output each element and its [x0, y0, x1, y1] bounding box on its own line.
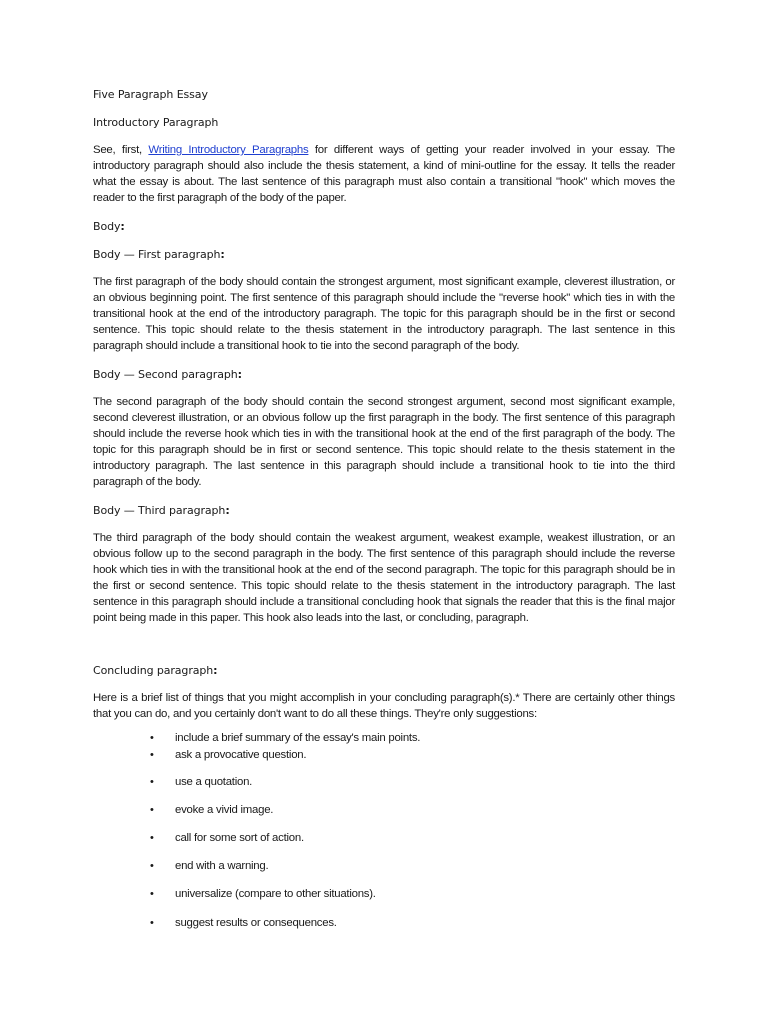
concluding-paragraph: Here is a brief list of things that you might accomplish in your concluding paragraph(s).* There are certainly other things that you can do, and you certainly don't want to do all these things. They're only suggestions: — [93, 692, 675, 720]
list-item: • use a quotation. — [150, 776, 253, 788]
suggestions-list — [93, 730, 675, 931]
concluding-heading: Concluding paragraph: — [93, 664, 218, 677]
list-item: • suggest results or consequences. — [150, 917, 337, 929]
writing-intro-paragraphs-link[interactable]: Writing Introductory Paragraphs — [148, 144, 309, 156]
list-item: • ask a provocative question. — [150, 749, 307, 761]
bullet-icon: • — [150, 732, 154, 744]
body-second-heading: Body — Second paragraph: — [93, 368, 242, 381]
bullet-icon: • — [150, 860, 154, 872]
bullet-icon: • — [150, 888, 154, 900]
bullet-icon: • — [150, 804, 154, 816]
document-title: Five Paragraph Essay — [93, 88, 208, 101]
list-item: • call for some sort of action. — [150, 832, 304, 844]
body-first-paragraph: The first paragraph of the body should contain the strongest argument, most significant example, cleverest illustration, or an obvious beginning point. The first sentence of this paragraph should include the "reverse hook" which ties in with the transitional hook at the end of the introductory paragraph. The topic for this paragraph should be in the first or second sentence. This topic should relate to the thesis statement in the introductory paragraph. The last sentence in this paragraph should include a transitional hook to tie into the second paragraph of the body. — [93, 276, 675, 352]
list-item: • include a brief summary of the essay's main points. — [150, 732, 421, 744]
bullet-icon: • — [150, 917, 154, 929]
body-heading: Body: — [93, 220, 125, 233]
list-item: • universalize (compare to other situations). — [150, 888, 376, 900]
body-second-paragraph: The second paragraph of the body should contain the second strongest argument, second most significant example, second cleverest illustration, or an obvious follow up the first paragraph in the body. The first sentence of this paragraph should include the reverse hook which ties in with the transitional hook at the end of the first paragraph of the body. The topic for this paragraph should be in first or second sentence. This topic should relate to the thesis statement in the introductory paragraph. The last sentence in this paragraph should include a transitional hook to tie into the third paragraph of the body. — [93, 396, 675, 488]
intro-heading: Introductory Paragraph — [93, 116, 219, 129]
list-item: • end with a warning. — [150, 860, 269, 872]
bullet-icon: • — [150, 749, 154, 761]
body-third-paragraph: The third paragraph of the body should contain the weakest argument, weakest example, weakest illustration, or an obvious follow up to the second paragraph in the body. The first sentence of this paragraph should include the reverse hook which ties in with the transitional hook at the end of the second paragraph. The topic for this paragraph should be in the first or second sentence. This topic should relate to the thesis statement in the introductory paragraph. The last sentence in this paragraph should include a transitional concluding hook that signals the reader that this is the final major point being made in this paper. This hook also leads into the last, or concluding, paragraph. — [93, 532, 675, 624]
document-page — [93, 86, 675, 931]
bullet-icon: • — [150, 832, 154, 844]
list-item: • evoke a vivid image. — [150, 804, 274, 816]
body-third-heading: Body — Third paragraph: — [93, 504, 230, 517]
intro-paragraph: See, first, Writing Introductory Paragraphs for different ways of getting your reader involved in your essay. The introductory paragraph should also include the thesis statement, a kind of mini-outline for the essay. It tells the reader what the essay is about. The last sentence of this paragraph must also contain a transitional "hook" which moves the reader to the first paragraph of the body of the paper. — [93, 144, 675, 204]
bullet-icon: • — [150, 776, 154, 788]
body-first-heading: Body — First paragraph: — [93, 248, 225, 261]
